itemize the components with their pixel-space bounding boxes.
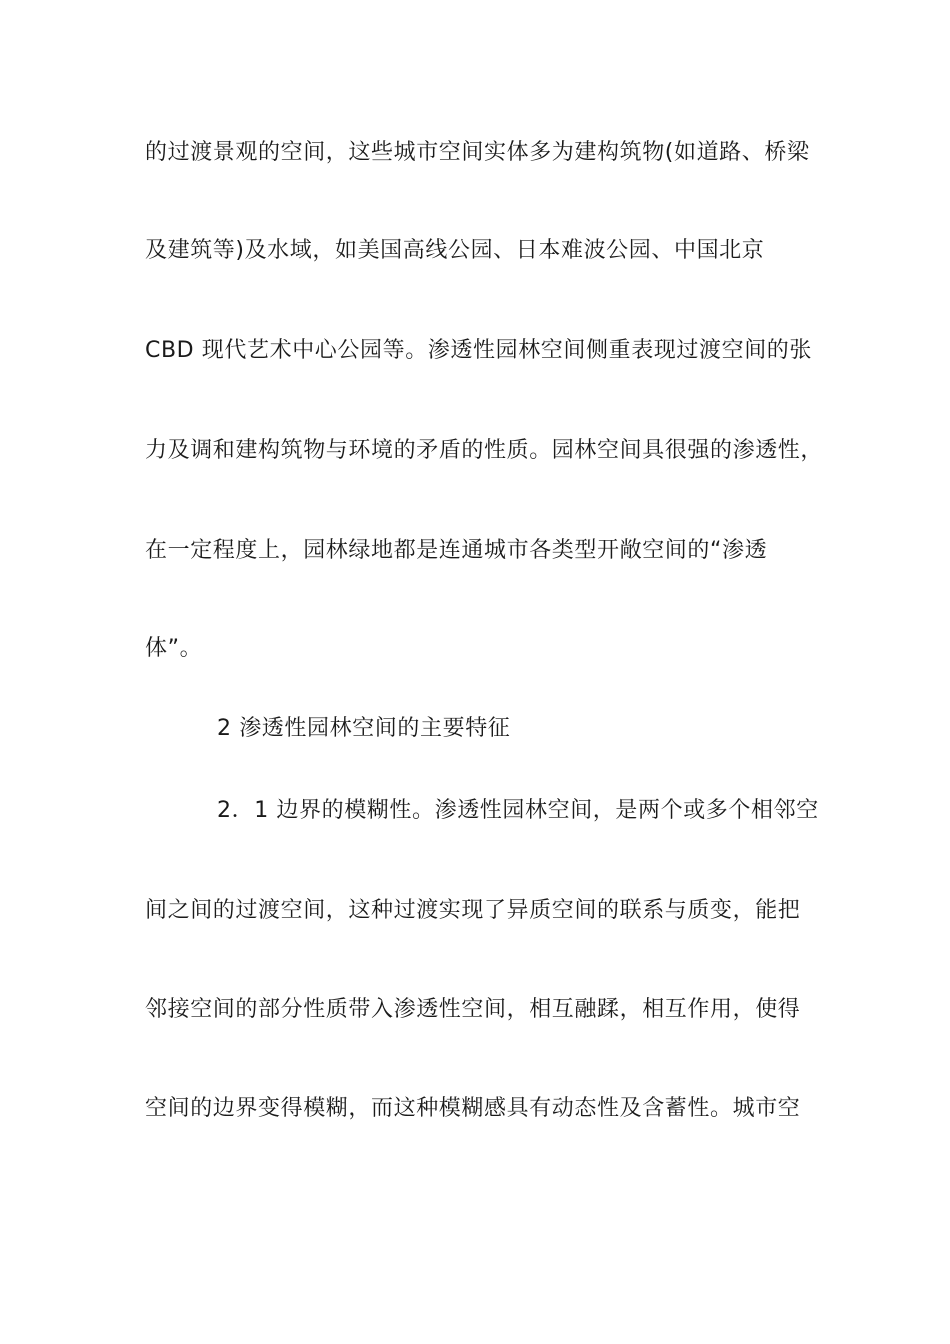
paragraph-line: 间之间的过渡空间，这种过渡实现了异质空间的联系与质变，能把 — [145, 898, 801, 923]
paragraph-line: 及建筑等)及水域，如美国高线公园、日本难波公园、中国北京 — [145, 238, 765, 263]
paragraph-line: 的过渡景观的空间，这些城市空间实体多为建构筑物(如道路、桥梁 — [145, 140, 810, 165]
paragraph-line: 在一定程度上，园林绿地都是连通城市各类型开敞空间的“渗透 — [145, 538, 768, 563]
paragraph-line: 力及调和建构筑物与环境的矛盾的性质。园林空间具很强的渗透性， — [145, 438, 824, 463]
subsection-paragraph-line: 2．1 边界的模糊性。渗透性园林空间，是两个或多个相邻空 — [217, 798, 819, 823]
paragraph-line: 邻接空间的部分性质带入渗透性空间，相互融蹂，相互作用，使得 — [145, 997, 801, 1022]
paragraph-line: 空间的边界变得模糊，而这种模糊感具有动态性及含蓄性。城市空 — [145, 1096, 801, 1121]
section-heading: 2 渗透性园林空间的主要特征 — [217, 716, 511, 741]
paragraph-line: CBD 现代艺术中心公园等。渗透性园林空间侧重表现过渡空间的张 — [145, 338, 812, 363]
paragraph-line: 体”。 — [145, 636, 203, 661]
